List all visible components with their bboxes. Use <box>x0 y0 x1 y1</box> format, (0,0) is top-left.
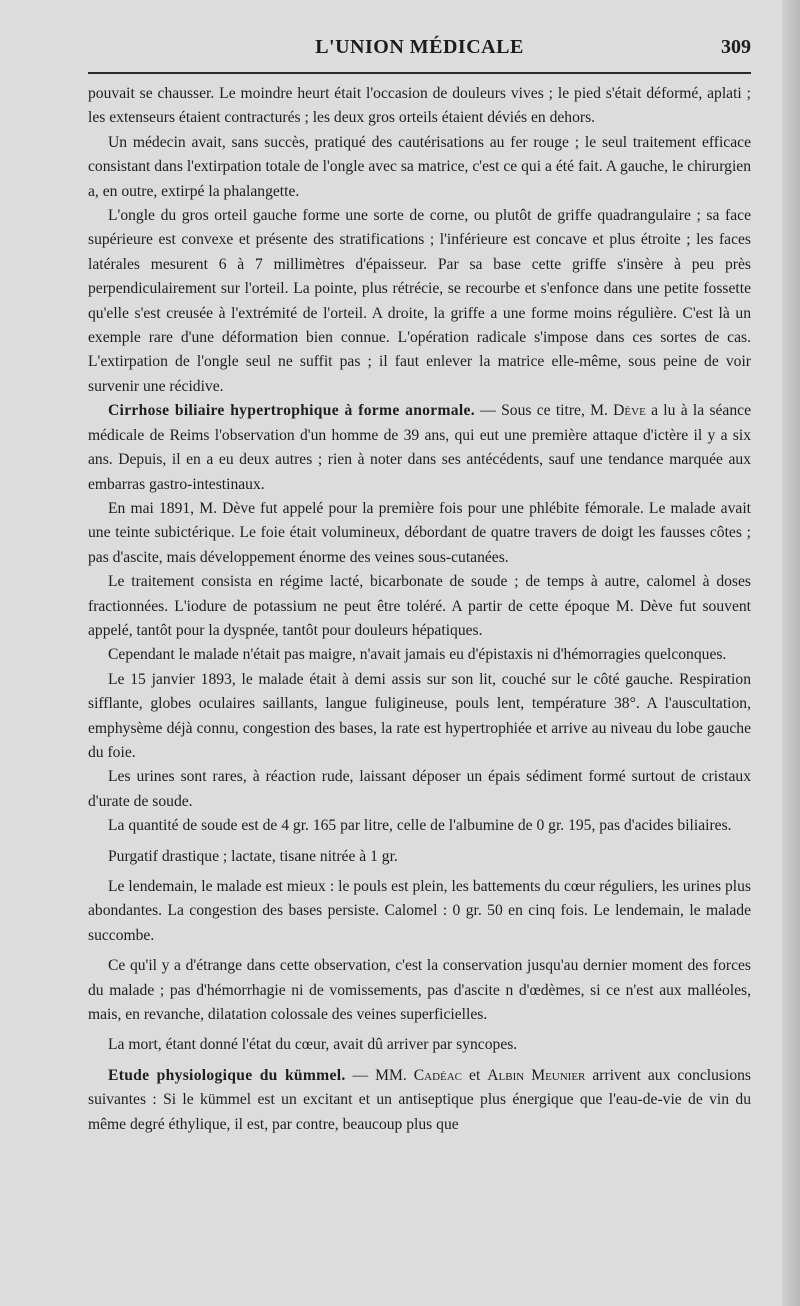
section-intro: — Sous ce titre, M. <box>474 402 614 420</box>
author-name: Albin Meunier <box>487 1066 586 1084</box>
header-rule <box>88 72 751 74</box>
paragraph: Purgatif drastique ; lactate, tisane nitrée à 1 gr. <box>108 847 398 865</box>
paragraph: Les urines sont rares, à réaction rude, laissant déposer un épais sédiment formé surtout de cristaux d'urate de soude. <box>88 768 751 810</box>
paragraph: En mai 1891, M. Dève fut appelé pour la première fois pour une phlébite fémorale. Le malade avait une teinte subictérique. Le foie était volumineux, débordant de quatre travers de doigt les fausses côtes ; pas d'ascite, mais développement énorme des veines sous-cutanées. <box>88 499 751 566</box>
paragraph: Le lendemain, le malade est mieux : le pouls est plein, les battements du cœur réguliers, les urines plus abondantes. La congestion des bases persiste. Calomel : 0 gr. 50 en cinq fois. Le lendemain, le malade succombe. <box>88 878 751 944</box>
article-body <box>88 82 751 1137</box>
section-text: a lu à la séance médicale de Reims l'observation d'un homme de 39 ans, qui eut une première attaque d'ictère il y a six ans. Depuis, il en a eu deux autres ; rien à noter dans ses antécédents, sauf une tendance marquée aux embarras gastro-intestinaux. <box>88 402 751 493</box>
paragraph: pouvait se chausser. Le moindre heurt était l'occasion de douleurs vives ; le pied s'était déformé, aplati ; les extenseurs étaient contracturés ; les deux gros orteils étaient déviés en dehors. <box>88 85 751 127</box>
paragraph: Le traitement consista en régime lacté, bicarbonate de soude ; de temps à autre, calomel à doses fractionnées. L'iodure de potassium ne peut être toléré. A partir de cette époque M. Dève fut souvent appelé, tantôt pour la dyspnée, tantôt pour douleurs hépatiques. <box>88 573 751 639</box>
paragraph: Ce qu'il y a d'étrange dans cette observation, c'est la conservation jusqu'au dernier moment des forces du malade ; pas d'hémorrhagie ni de vomissements, pas d'ascite n d'œdèmes, si ce n'est aux malléoles, mais, en revanche, dilatation colossale des veines superficielles. <box>88 957 751 1024</box>
section-paragraph-kummel <box>88 1064 751 1137</box>
section-intro: — MM. <box>345 1066 414 1084</box>
author-name: Cadéac <box>413 1066 463 1084</box>
paragraph: L'ongle du gros orteil gauche forme une sorte de corne, ou plutôt de griffe quadrangulaire ; sa face supérieure est convexe et présente des stratifications ; l'inférieure est concave et plus étroite ; les faces latérales mesurent 6 à 7 millimètres d'épaisseur. Par sa base cette griffe s'insère à peu près perpendiculairement sur l'orteil. La pointe, plus rétrécie, se recourbe et s'enfonce dans une petite fossette qu'elle s'est creusée à l'extrémité de l'orteil. A droite, la griffe a une forme moins régulière. C'est là un exemple rare d'une déformation bien connue. L'opération radicale s'impose dans ces sortes de cas. L'extirpation de l'ongle seul ne suffit pas ; il faut enlever la matrice elle-même, sous peine de voir survenir une récidive. <box>88 207 751 395</box>
section-title: Etude physiologique du kümmel. <box>108 1066 346 1084</box>
page-edge-shadow <box>782 0 800 1306</box>
paragraph: Un médecin avait, sans succès, pratiqué des cautérisations au fer rouge ; le seul traitement efficace consistant dans l'extirpation totale de l'ongle avec sa matrice, c'est ce qui a été fait. A gauche, le chirurgien a, en outre, extirpé la phalangette. <box>88 133 751 200</box>
page-number: 309 <box>721 36 751 58</box>
running-title: L'UNION MÉDICALE <box>315 36 524 58</box>
section-paragraph-cirrhose <box>88 399 751 497</box>
section-title: Cirrhose biliaire hypertrophique à forme anormale. <box>108 402 475 420</box>
paragraph: Cependant le malade n'était pas maigre, n'avait jamais eu d'épistaxis ni d'hémorragies quelconques. <box>108 646 727 664</box>
author-name: Dève <box>613 402 646 420</box>
paragraph: La quantité de soude est de 4 gr. 165 par litre, celle de l'albumine de 0 gr. 195, pas d'acides biliaires. <box>108 817 732 835</box>
paragraph: La mort, étant donné l'état du cœur, avait dû arriver par syncopes. <box>108 1036 518 1054</box>
paragraph: Le 15 janvier 1893, le malade était à demi assis sur son lit, couché sur le côté gauche. Respiration sifflante, globes oculaires saillants, langue fuligineuse, pouls lent, température 38°. A l'auscultation, emphysème déjà connu, congestion des bases, la rate est hypertrophiée et arrive au niveau du lobe gauche du foie. <box>88 670 751 761</box>
page-header <box>88 36 751 66</box>
author-separator: et <box>462 1066 488 1084</box>
section-text: arrivent aux conclusions suivantes : Si le kümmel est un excitant et un antiseptique plus énergique que l'eau-de-vie de vin du même degré éthylique, il est, par contre, beaucoup plus que <box>88 1066 751 1133</box>
